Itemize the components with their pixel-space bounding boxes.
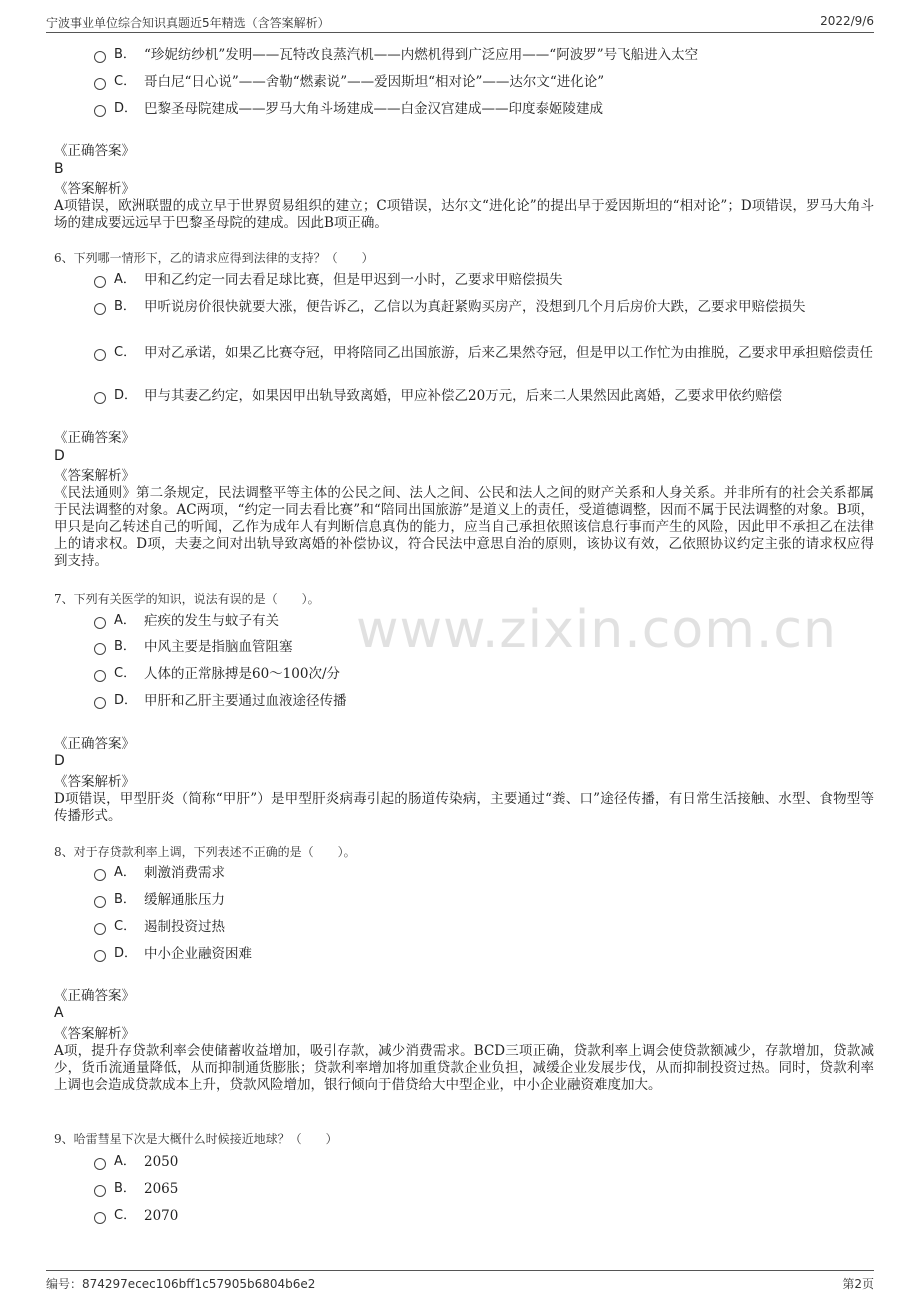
radio-button-icon[interactable] <box>94 617 106 629</box>
q7-question: 7、下列有关医学的知识，说法有误的是（ ）。 <box>54 592 320 606</box>
radio-button-icon[interactable] <box>94 51 106 63</box>
radio-button-icon[interactable] <box>94 643 106 655</box>
q9-question: 9、哈雷彗星下次是大概什么时候接近地球？（ ） <box>54 1132 338 1146</box>
q6-correct-label: 《正确答案》 <box>54 430 135 446</box>
q8-option-d[interactable]: D． 中小企业融资困难 <box>94 943 874 965</box>
radio-button-icon[interactable] <box>94 349 106 361</box>
page-header <box>46 10 874 33</box>
radio-button-icon[interactable] <box>94 950 106 962</box>
q7-option-b[interactable]: B． 中风主要是指脑血管阻塞 <box>94 636 874 658</box>
radio-button-icon[interactable] <box>94 1212 106 1224</box>
q5-correct-label: 《正确答案》 <box>54 143 135 159</box>
radio-button-icon[interactable] <box>94 1185 106 1197</box>
q6-answer: D <box>54 448 65 464</box>
q6-option-b[interactable]: B． 甲听说房价很快就要大涨，便告诉乙，乙信以为真赶紧购买房产，没想到几个月后房价大跌，乙要求甲赔偿损失 <box>94 296 874 318</box>
q8-option-c[interactable]: C． 遏制投资过热 <box>94 916 874 938</box>
q7-explanation: D项错误，甲型肝炎（简称“甲肝”）是甲型肝炎病毒引起的肠道传染病，主要通过“粪、口”途径传播，有日常生活接触、水型、食物型等传播形式。 <box>54 791 874 824</box>
radio-button-icon[interactable] <box>94 1158 106 1170</box>
q5-option-d[interactable]: D． 巴黎圣母院建成——罗马大角斗场建成——白金汉宫建成——印度泰姬陵建成 <box>94 98 874 120</box>
radio-button-icon[interactable] <box>94 670 106 682</box>
q7-option-d[interactable]: D． 甲肝和乙肝主要通过血液途径传播 <box>94 690 874 712</box>
q5-option-b[interactable]: B． “珍妮纺纱机”发明——瓦特改良蒸汽机——内燃机得到广泛应用——“阿波罗”号飞船进入太空 <box>94 44 874 66</box>
radio-button-icon[interactable] <box>94 697 106 709</box>
radio-button-icon[interactable] <box>94 303 106 315</box>
q7-answer: D <box>54 753 65 769</box>
watermark: www.zixin.com.cn <box>356 600 837 660</box>
q8-option-b[interactable]: B． 缓解通胀压力 <box>94 889 874 911</box>
q8-correct-label: 《正确答案》 <box>54 988 135 1004</box>
q6-explanation: 《民法通则》第二条规定，民法调整平等主体的公民之间、法人之间、公民和法人之间的财产关系和人身关系。并非所有的社会关系都属于民法调整的对象。AC两项，“约定一同去看比赛”和“陪同出国旅游”是道义上的责任，受道德调整，因而不属于民法调整的对象。B项，甲只是向乙转述自己的听闻，乙作为成年人有判断信息真伪的能力，应当自己承担依照该信息行事而产生的风险，因此甲不承担乙在法律上的请求权。D项，夫妻之间对出轨导致离婚的补偿协议，符合民法中意思自治的原则，该协议有效，乙依照协议约定主张的请求权应得到支持。 <box>54 485 874 569</box>
q5-answer: B <box>54 161 64 177</box>
radio-button-icon[interactable] <box>94 869 106 881</box>
q8-explanation: A项，提升存贷款利率会使储蓄收益增加，吸引存款，减少消费需求。BCD三项正确，贷款利率上调会使贷款额减少，存款增加，贷款减少，货币流通量降低，从而抑制通货膨胀；贷款利率增加将加重贷款企业负担，减缓企业发展步伐，从而抑制投资过热。同时，贷款利率上调也会造成贷款成本上升，贷款风险增加，银行倾向于借贷给大中型企业，中小企业融资难度加大。 <box>54 1043 874 1093</box>
document-title: 宁波事业单位综合知识真题近5年精选（含答案解析） <box>46 16 330 30</box>
q9-option-c[interactable]: C． 2070 <box>94 1205 874 1227</box>
radio-button-icon[interactable] <box>94 896 106 908</box>
q8-question: 8、对于存贷款利率上调，下列表述不正确的是（ ）。 <box>54 845 356 859</box>
q6-option-c[interactable]: C． 甲对乙承诺，如果乙比赛夺冠，甲将陪同乙出国旅游，后来乙果然夺冠，但是甲以工作忙为由推脱，乙要求甲承担赔偿责任 <box>94 342 874 364</box>
q7-correct-label: 《正确答案》 <box>54 736 135 752</box>
q8-answer: A <box>54 1005 64 1021</box>
document-code: 编号：874297ecec106bff1c57905b6804b6e2 <box>46 1277 316 1291</box>
q5-explanation: A项错误，欧洲联盟的成立早于世界贸易组织的建立；C项错误，达尔文“进化论”的提出早于爱因斯坦的“相对论”；D项错误，罗马大角斗场的建成要远远早于巴黎圣母院的建成。因此B项正确。 <box>54 198 874 231</box>
page-number: 第2页 <box>842 1277 874 1291</box>
q8-analysis-label: 《答案解析》 <box>54 1026 135 1042</box>
q6-option-a[interactable]: A． 甲和乙约定一同去看足球比赛，但是甲迟到一小时，乙要求甲赔偿损失 <box>94 269 874 291</box>
q8-option-a[interactable]: A． 刺激消费需求 <box>94 862 874 884</box>
q6-question: 6、下列哪一情形下，乙的请求应得到法律的支持？（ ） <box>54 251 374 265</box>
q5-option-c[interactable]: C． 哥白尼“日心说”——舍勒“燃素说”——爱因斯坦“相对论”——达尔文“进化论” <box>94 71 874 93</box>
document-date: 2022/9/6 <box>820 14 874 28</box>
q7-option-c[interactable]: C． 人体的正常脉搏是60～100次/分 <box>94 663 874 685</box>
radio-button-icon[interactable] <box>94 105 106 117</box>
page-footer <box>46 1270 874 1293</box>
q6-option-d[interactable]: D． 甲与其妻乙约定，如果因甲出轨导致离婚，甲应补偿乙20万元，后来二人果然因此离婚，乙要求甲依约赔偿 <box>94 385 874 407</box>
q9-option-a[interactable]: A． 2050 <box>94 1151 874 1173</box>
q7-analysis-label: 《答案解析》 <box>54 774 135 790</box>
radio-button-icon[interactable] <box>94 276 106 288</box>
q7-option-a[interactable]: A． 疟疾的发生与蚊子有关 <box>94 610 874 632</box>
q9-option-b[interactable]: B． 2065 <box>94 1178 874 1200</box>
radio-button-icon[interactable] <box>94 78 106 90</box>
radio-button-icon[interactable] <box>94 392 106 404</box>
radio-button-icon[interactable] <box>94 923 106 935</box>
q6-analysis-label: 《答案解析》 <box>54 468 135 484</box>
q5-analysis-label: 《答案解析》 <box>54 181 135 197</box>
